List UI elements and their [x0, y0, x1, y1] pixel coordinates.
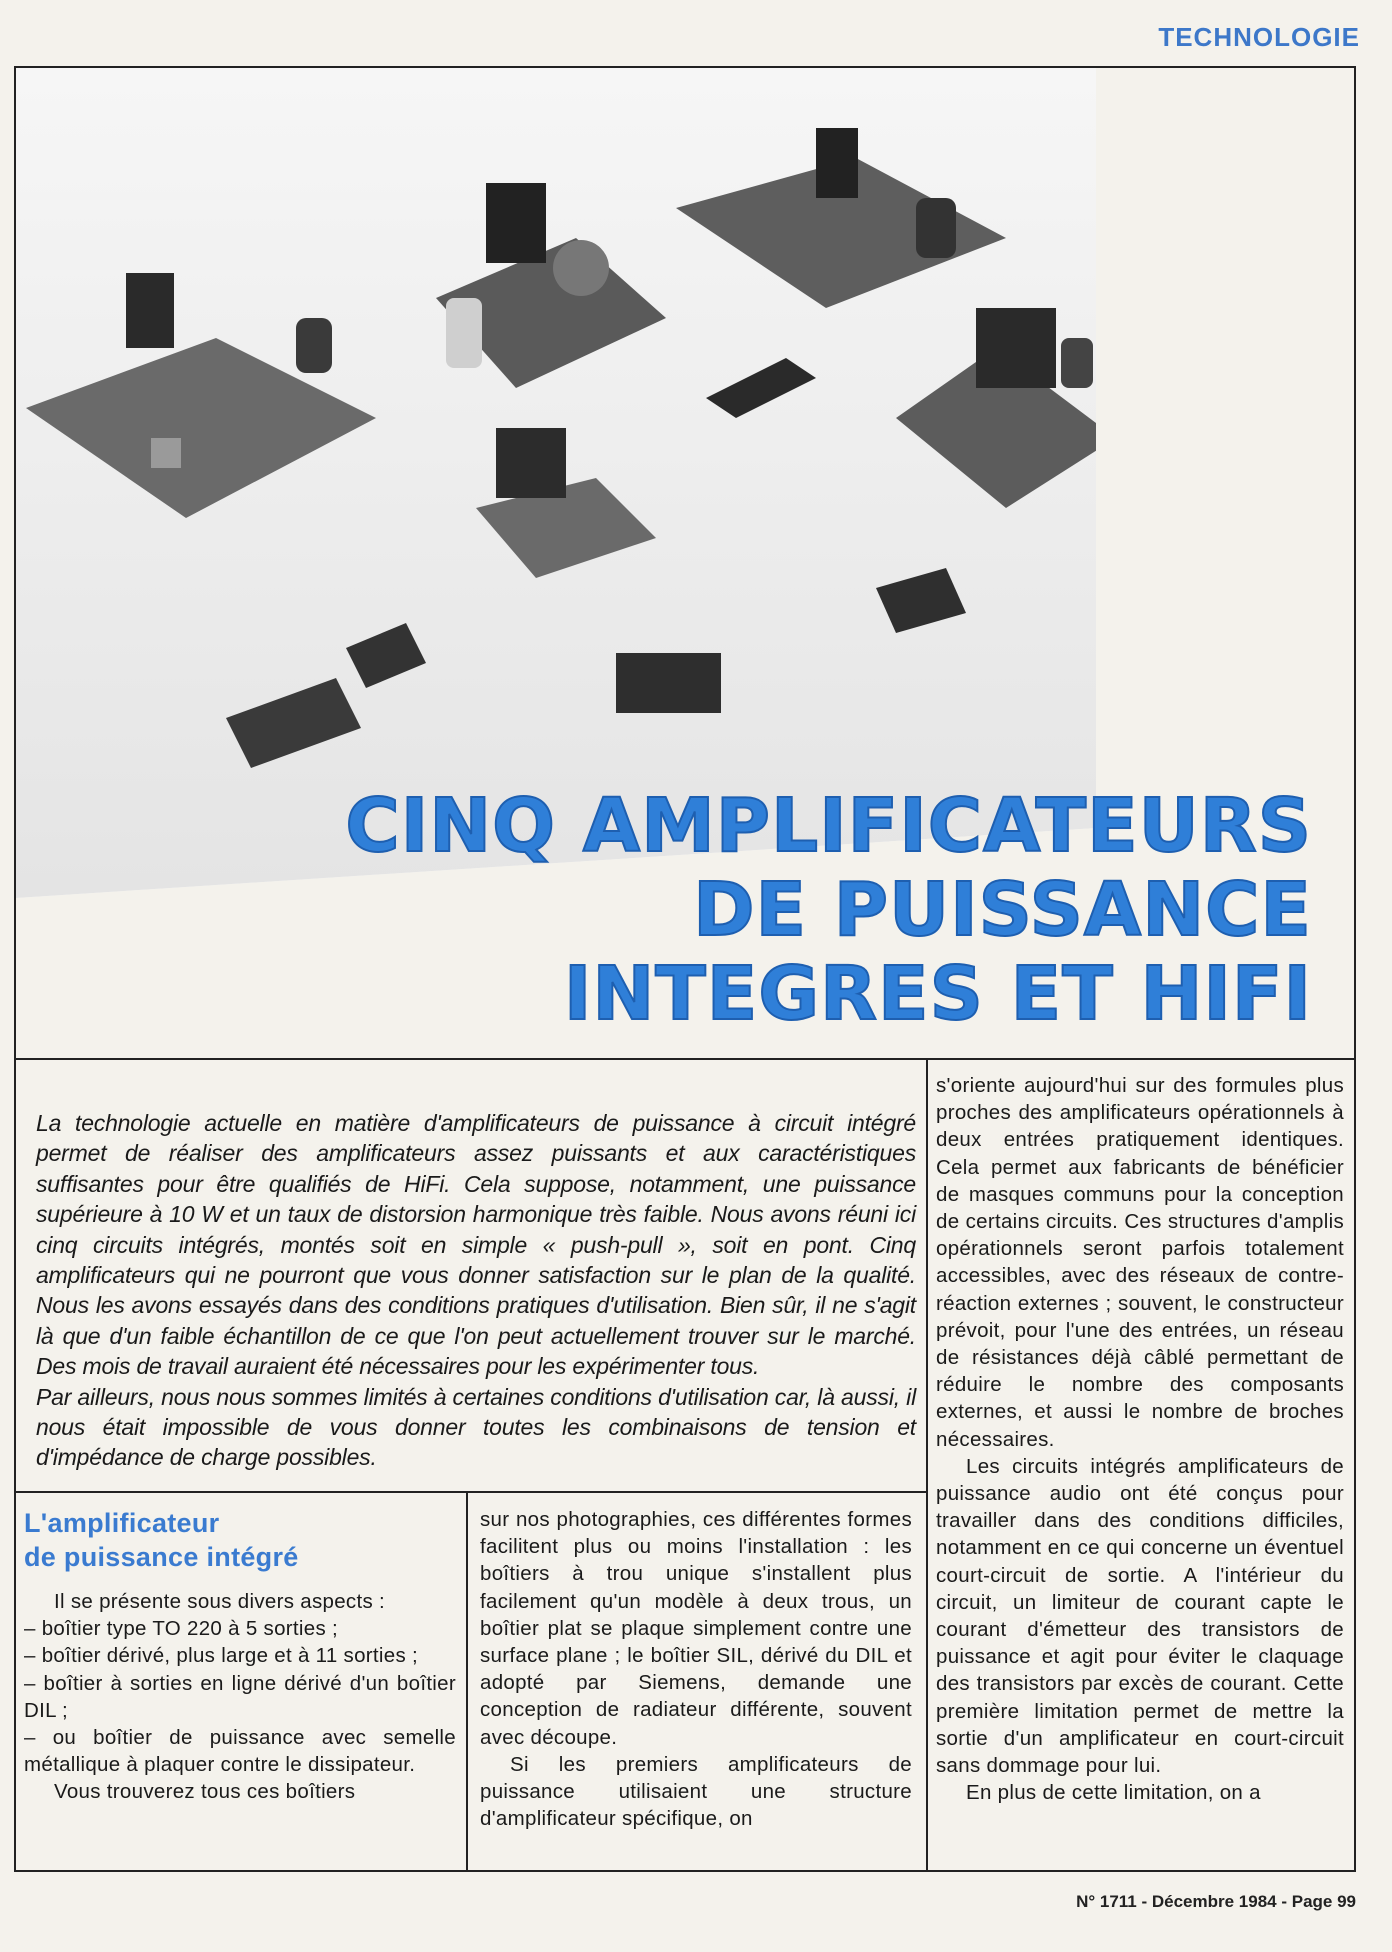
column-divider-left	[466, 1491, 468, 1870]
page-footer: N° 1711 - Décembre 1984 - Page 99	[1076, 1892, 1356, 1911]
col1-list-item-3: – boîtier à sorties en ligne dérivé d'un boîtier DIL ;	[24, 1671, 456, 1722]
col1-paragraph-2: Vous trouverez tous ces boîtiers	[54, 1780, 356, 1804]
section-label: TECHNOLOGIE	[1158, 22, 1360, 52]
intro-paragraph-1: La technologie actuelle en matière d'amplificateurs de puissance à circuit intégré permet de réaliser des amplificateurs assez puissants et aux caractéristiques suffisantes pour être qualifiés de HiFi. Cela suppose, notamment, une puissance supérieure à 10 W et un taux de distorsion harmonique très faible. Nous avons réuni ici cinq circuits intégrés, montés soit en simple « push-pull », soit en pont. Cinq amplificateurs qui ne pourront que vous donner satisfaction sur le plan de la qualité. Nous les avons essayés dans des conditions pratiques d'utilisation. Bien sûr, il ne s'agit là que d'un faible échantillon de ce que l'on peut actuellement trouver sur le marché. Des mois de travail auraient été nécessaires pour les expérimenter tous.	[36, 1110, 916, 1380]
headline-line-1: CINQ AMPLIFICATEURS	[345, 783, 1312, 869]
col2-paragraph-1: sur nos photographies, ces différentes formes facilitent plus ou moins l'installation : les boîtiers à trou unique s'installent plus facilement qu'un modèle à deux trous, un boîtier plat se plaque simplement contre une surface plane ; le boîtier SIL, dérivé du DIL et adopté par Siemens, demande une conception de radiateur différente, souvent avec découpe.	[480, 1508, 912, 1749]
pcb-photo-illustration	[16, 68, 1358, 898]
subhead	[24, 1506, 456, 1574]
intro-divider	[16, 1491, 926, 1493]
headline-line-3: INTEGRES ET HIFI	[563, 951, 1312, 1037]
photo	[16, 68, 1358, 898]
headline-divider	[16, 1058, 1354, 1060]
subhead-line-2: de puissance intégré	[24, 1542, 299, 1572]
column-1	[24, 1506, 456, 1806]
article-frame	[14, 66, 1356, 1872]
col3-paragraph-1: s'oriente aujourd'hui sur des formules plus proches des amplificateurs opérationnels à deux entrées pratiquement identiques. Cela permet aux fabricants de bénéficier de masques communs pour la conception de certains circuits. Ces structures d'amplis opérationnels seront parfois totalement accessibles, avec des réseaux de contre-réaction externes ; souvent, le constructeur prévoit, pour l'une des entrées, un réseau de résistances déjà câblé permettant de réduire le nombre des composants externes, et aussi le nombre de broches nécessaires.	[936, 1074, 1344, 1451]
headline-line-2: DE PUISSANCE	[693, 867, 1312, 953]
loose-ic-dil	[616, 653, 721, 713]
column-3	[936, 1072, 1344, 1806]
col1-list-item-2: – boîtier dérivé, plus large et à 11 sorties ;	[24, 1644, 419, 1668]
headline	[345, 784, 1312, 1036]
column-2	[480, 1506, 912, 1832]
col1-paragraph-1: Il se présente sous divers aspects :	[54, 1590, 385, 1613]
column-divider-right	[926, 1058, 928, 1870]
subhead-line-1: L'amplificateur	[24, 1508, 220, 1538]
intro-text	[36, 1108, 916, 1473]
col1-list-item-4: – ou boîtier de puissance avec semelle métallique à plaquer contre le dissipateur.	[24, 1726, 456, 1777]
col3-paragraph-2: Les circuits intégrés amplificateurs de puissance audio ont été conçus pour travailler dans des conditions difficiles, notamment en ce qui concerne un éventuel court-circuit de sortie. A l'intérieur du circuit, un limiteur de courant capte le courant d'émetteur des transistors de puissance et agit pour éviter le claquage des transistors par excès de courant. Cette première limitation permet de mettre la sortie d'un amplificateur en court-circuit sans dommage pour lui.	[936, 1454, 1344, 1778]
col3-paragraph-3: En plus de cette limitation, on a	[966, 1781, 1261, 1805]
col1-list-item-1: – boîtier type TO 220 à 5 sorties ;	[24, 1617, 338, 1641]
intro-paragraph-2: Par ailleurs, nous nous sommes limités à certaines conditions d'utilisation car, là aussi, il nous était impossible de vous donner toutes les combinaisons de tension et d'impédance de charge possibles.	[36, 1383, 916, 1471]
col2-paragraph-2: Si les premiers amplificateurs de puissance utilisaient une structure d'amplificateur spécifique, on	[480, 1752, 912, 1831]
